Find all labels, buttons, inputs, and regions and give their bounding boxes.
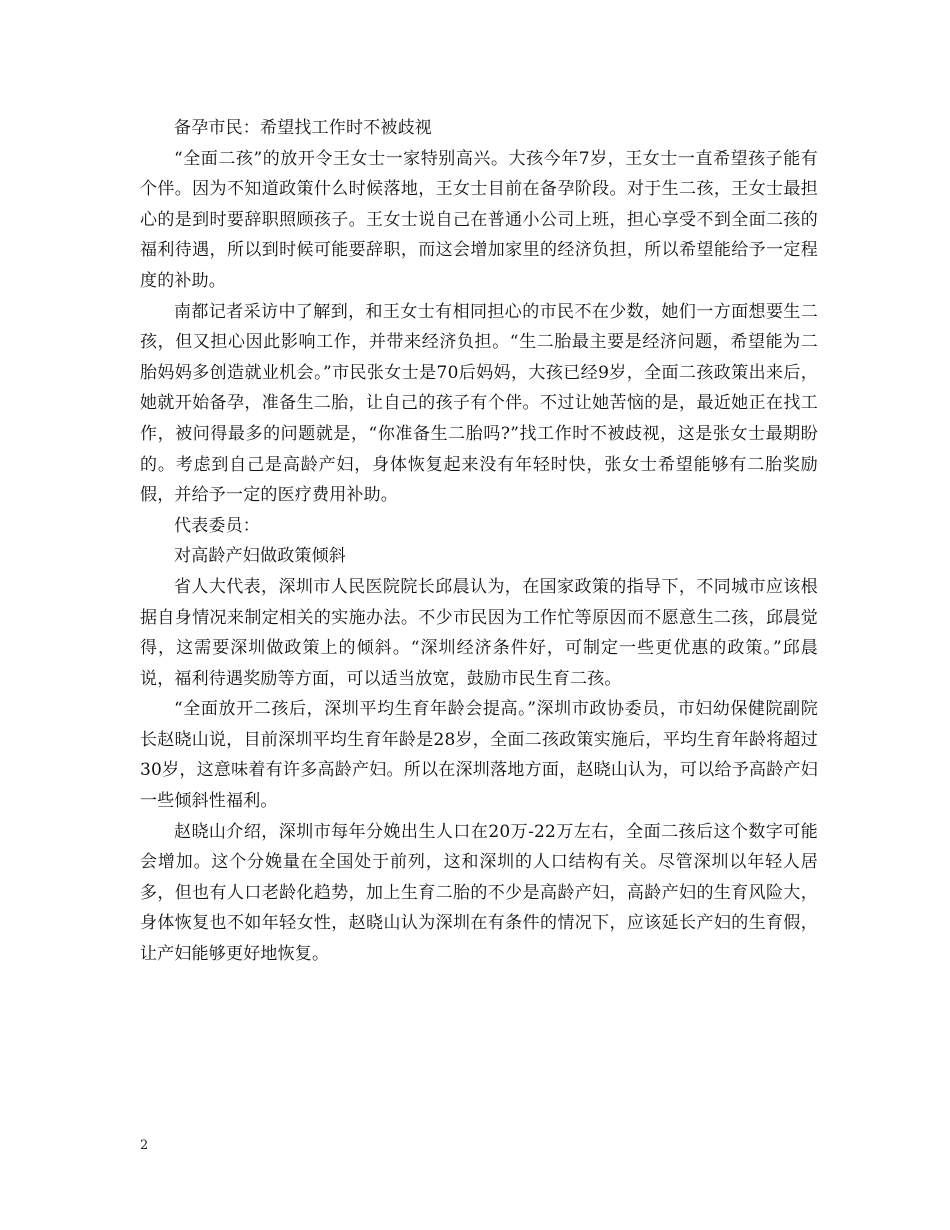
paragraph: “全面二孩”的放开令王女士一家特别高兴。大孩今年7岁，王女士一直希望孩子能有个伴。因为不知道政策什么时候落地，王女士目前在备孕阶段。对于生二孩，王女士最担心的是到时要辞职照顾孩子。王女士说自己在普通小公司上班，担心享受不到全面二孩的福利待遇，所以到时候可能要辞职，而这会增加家里的经济负担，所以希望能给予一定程度的补助。 [140, 148, 818, 291]
section-heading-citizens: 备孕市民：希望找工作时不被歧视 [174, 118, 432, 138]
paragraph: 赵晓山介绍，深圳市每年分娩出生人口在20万-22万左右，全面二孩后这个数字可能会增加。这个分娩量在全国处于前列，这和深圳的人口结构有关。尽管深圳以年轻人居多，但也有人口老龄化趋势，加上生育二胎的不少是高龄产妇，高龄产妇的生育风险大，身体恢复也不如年轻女性，赵晓山认为深圳在有条件的情况下，应该延长产妇的生育假，让产妇能够更好地恢复。 [140, 821, 818, 965]
paragraph: 南都记者采访中了解到，和王女士有相同担心的市民不在少数，她们一方面想要生二孩，但又担心因此影响工作，并带来经济负担。“生二胎最主要是经济问题，希望能为二胎妈妈多创造就业机会。”市民张女士是70后妈妈，大孩已经9岁，全面二孩政策出来后，她就开始备孕，准备生二胎，让自己的孩子有个伴。不过让她苦恼的是，最近她正在找工作，被问得最多的问题就是，“你准备生二胎吗?”找工作时不被歧视，这是张女士最期盼的。考虑到自己是高龄产妇，身体恢复起来没有年轻时快，张女士希望能够有二胎奖励假，并给予一定的医疗费用补助。 [140, 301, 818, 506]
page-number: 2 [140, 1138, 149, 1153]
section-heading-representatives: 代表委员： [174, 515, 260, 536]
section-subheading: 对高龄产妇做政策倾斜 [174, 546, 346, 567]
body-text [140, 113, 818, 970]
paragraph: 省人大代表，深圳市人民医院院长邱晨认为，在国家政策的指导下，不同城市应该根据自身情况来制定相关的实施办法。不少市民因为工作忙等原因而不愿意生二孩，邱晨觉得，这需要深圳做政策上的倾斜。“深圳经济条件好，可制定一些更优惠的政策。”邱晨说，福利待遇奖励等方面，可以适当放宽，鼓励市民生育二孩。 [140, 576, 818, 689]
paragraph: “全面放开二孩后，深圳平均生育年龄会提高。”深圳市政协委员，市妇幼保健院副院长赵晓山说，目前深圳平均生育年龄是28岁，全面二孩政策实施后，平均生育年龄将超过30岁，这意味着有许多高龄产妇。所以在深圳落地方面，赵晓山认为，可以给予高龄产妇一些倾斜性福利。 [140, 699, 818, 812]
